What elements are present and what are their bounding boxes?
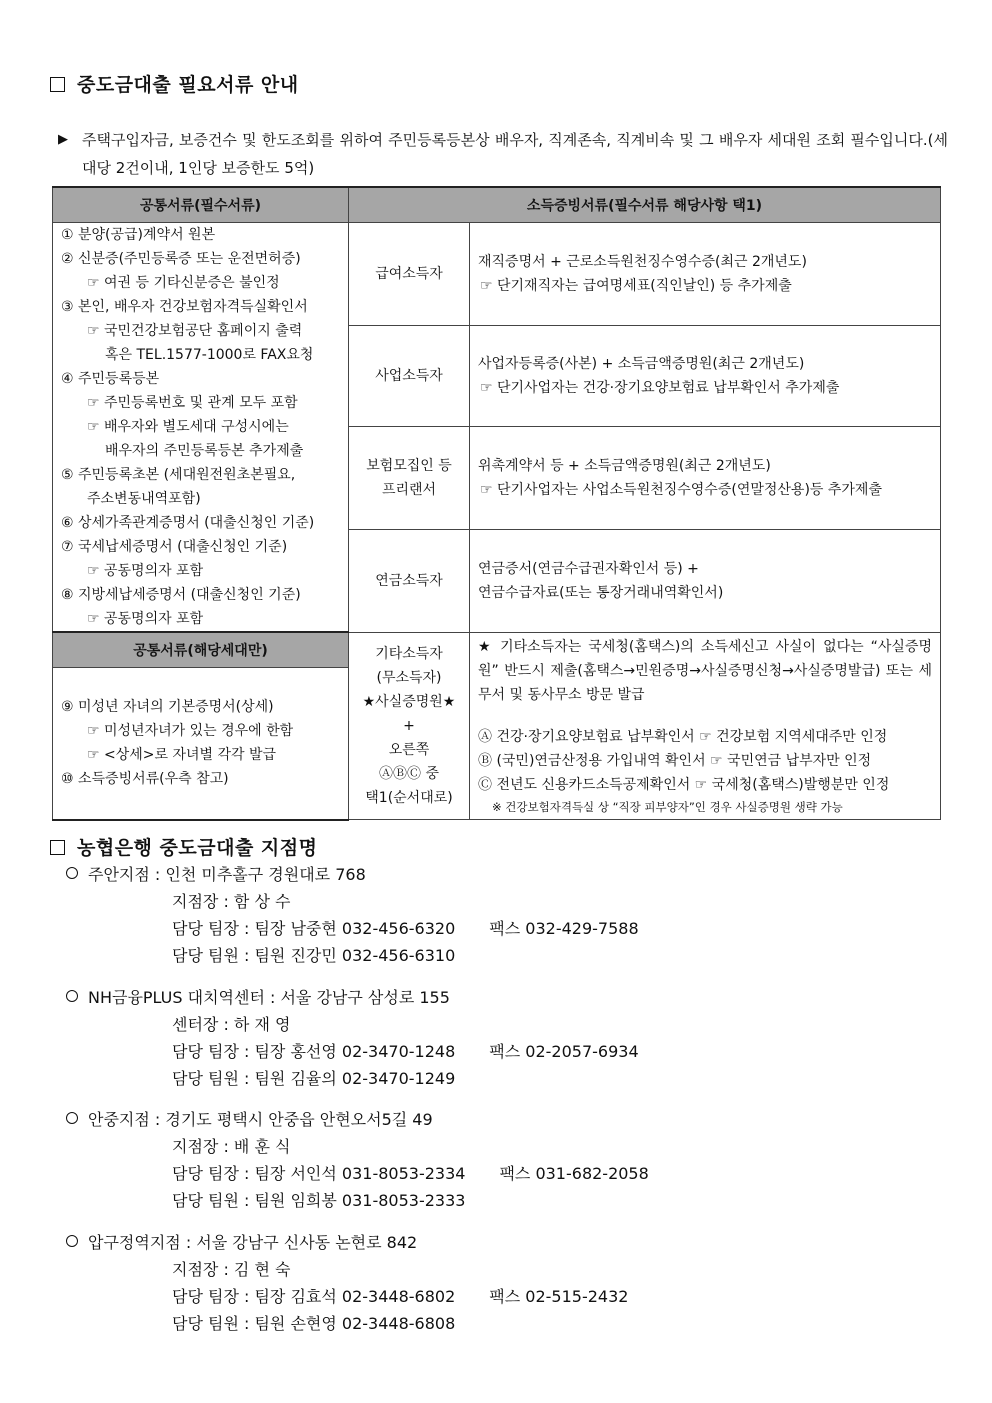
list-item: ③ 본인, 배우자 건강보험자격득실확인서	[61, 299, 308, 315]
list-item: ⑨ 미성년 자녀의 기본증명서(상세)	[61, 699, 274, 716]
circle-bullet-icon	[66, 1112, 78, 1124]
branch-manager: 지점장 : 배 훈 식	[172, 1137, 291, 1156]
branch-title: 안중지점 : 경기도 평택시 안중읍 안현오서5길 49	[88, 1110, 433, 1129]
list-subitem: ☞ 미성년자녀가 있는 경우에 한함	[87, 723, 294, 740]
list-item: ⑦ 국세납세증명서 (대출신청인 기준)	[61, 539, 288, 555]
desc-freelancer: 위촉계약서 등 + 소득금액증명원(최근 2개년도) ☞ 단기사업자는 사업소득원천징수영수증(연말정산용)등 추가제출	[470, 427, 941, 530]
list-subitem: 배우자의 주민등록등본 추가제출	[105, 443, 304, 459]
list-item: ② 신분증(주민등록증 또는 운전면허증)	[61, 251, 301, 267]
list-subitem: ☞ 공동명의자 포함	[87, 563, 204, 579]
list-subitem: ☞ <상세>로 자녀별 각각 발급	[87, 747, 277, 764]
branch-staff: 담당 팀원 : 팀원 김율의 02-3470-1249	[172, 1069, 456, 1088]
branch-title: NH금융PLUS 대치역센터 : 서울 강남구 삼성로 155	[88, 988, 450, 1007]
branch-leader: 담당 팀장 : 팀장 남중현 032-456-6320	[172, 919, 456, 938]
branch-leader: 담당 팀장 : 팀장 서인석 031-8053-2334	[172, 1164, 466, 1183]
list-item: ⑧ 지방세납세증명서 (대출신청인 기준)	[61, 587, 301, 603]
section-title-branches: 농협은행 중도금대출 지점명	[50, 833, 317, 860]
list-item: ④ 주민등록등본	[61, 371, 160, 387]
desc-pension: 연금증서(연금수급권자확인서 등) + 연금수급자료(또는 통장거래내역확인서)	[470, 529, 941, 632]
header-common-docs: 공통서류(필수서류)	[53, 187, 349, 223]
desc-business: 사업자등록증(사본) + 소득금액증명원(최근 2개년도) ☞ 단기사업자는 건강·장기요양보험료 납부확인서 추가제출	[470, 325, 941, 427]
checkbox-square-icon	[50, 840, 65, 855]
intro-notice	[58, 126, 948, 182]
category-salary: 급여소득자	[349, 223, 470, 326]
branch-staff: 담당 팀원 : 팀원 진강민 032-456-6310	[172, 946, 456, 965]
list-subitem: 혹은 TEL.1577-1000로 FAX요청	[105, 347, 314, 363]
branch-fax: 팩스 02-2057-6934	[489, 1042, 639, 1061]
branch-fax: 팩스 031-682-2058	[499, 1164, 649, 1183]
list-item: ⑩ 소득증빙서류(우측 참고)	[61, 771, 229, 788]
section-title-required-docs: 중도금대출 필요서류 안내	[50, 70, 299, 97]
branch-manager: 센터장 : 하 재 영	[172, 1015, 291, 1034]
branch-leader: 담당 팀장 : 팀장 김효석 02-3448-6802	[172, 1287, 456, 1306]
branch-manager: 지점장 : 김 현 숙	[172, 1260, 291, 1279]
household-docs-list	[53, 668, 349, 820]
footnote: ※ 건강보험자격득실 상 “직장 피부양자”인 경우 사실증명원 생략 가능	[492, 799, 843, 814]
branch-juan	[66, 861, 639, 969]
list-subitem: ☞ 여권 등 기타신분증은 불인정	[87, 275, 280, 291]
list-subitem: ☞ 공동명의자 포함	[87, 611, 204, 627]
branch-manager: 지점장 : 함 상 수	[172, 892, 291, 911]
branch-anjung	[66, 1106, 649, 1214]
category-freelancer: 보험모집인 등 프리랜서	[349, 427, 470, 530]
header-household-docs: 공통서류(해당세대만)	[53, 632, 349, 668]
list-subitem: ☞ 주민등록번호 및 관계 모두 포함	[87, 395, 298, 411]
branch-fax: 팩스 032-429-7588	[489, 919, 639, 938]
circle-bullet-icon	[66, 1235, 78, 1247]
circle-bullet-icon	[66, 990, 78, 1002]
list-subitem: ☞ 국민건강보험공단 홈페이지 출력	[87, 323, 303, 339]
checkbox-square-icon	[50, 77, 65, 92]
category-pension: 연금소득자	[349, 529, 470, 632]
branch-title: 압구정역지점 : 서울 강남구 신사동 논현로 842	[88, 1233, 418, 1252]
list-subitem: ☞ 배우자와 별도세대 구성시에는	[87, 419, 289, 435]
list-subitem: 주소변동내역포함)	[87, 491, 201, 507]
category-other: 기타소득자 (무소득자) ★사실증명원★ + 오른쪽 ⒶⒷⒸ 중 택1(순서대로)	[349, 632, 470, 820]
list-item: ⑥ 상세가족관계증명서 (대출신청인 기준)	[61, 515, 315, 531]
circle-bullet-icon	[66, 867, 78, 879]
required-documents-table	[52, 186, 941, 821]
header-income-docs: 소득증빙서류(필수서류 해당사항 택1)	[349, 187, 941, 223]
branch-fax: 팩스 02-515-2432	[489, 1287, 629, 1306]
desc-salary: 재직증명서 + 근로소득원천징수영수증(최근 2개년도) ☞ 단기재직자는 급여명세표(직인날인) 등 추가제출	[470, 223, 941, 326]
branch-staff: 담당 팀원 : 팀원 임희봉 031-8053-2333	[172, 1191, 466, 1210]
list-item: ⑤ 주민등록초본 (세대원전원초본필요,	[61, 467, 296, 483]
list-item: ① 분양(공급)계약서 원본	[61, 227, 216, 243]
branch-staff: 담당 팀원 : 팀원 손현영 02-3448-6808	[172, 1314, 456, 1333]
category-business: 사업소득자	[349, 325, 470, 427]
arrow-right-icon: ▶	[58, 132, 68, 147]
branch-daechi	[66, 984, 639, 1092]
desc-other: ★ 기타소득자는 국세청(홈택스)의 소득세신고 사실이 없다는 “사실증명원” 반드시 제출(홈택스→민원증명→사실증명신청→사실증명발급) 또는 세무서 및 동사무소 방문 발급 Ⓐ 건강·장기요양보험료 납부확인서 ☞ 건강보험 지역세대주만 인정 Ⓑ (국민)연금산정용 가입내역 확인서 ☞ 국민연금 납부자만 인정 Ⓒ 전년도 신용카드소득공제확인서 ☞ 국세청(홈택스)발행분만 인정 ※ 건강보험자격득실 상 “직장 피부양자”인 경우 사실증명원 생략 가능	[470, 632, 941, 820]
common-docs-list	[53, 223, 349, 633]
branch-apgujeong	[66, 1229, 628, 1337]
branch-title: 주안지점 : 인천 미추홀구 경원대로 768	[88, 865, 366, 884]
intro-text: 주택구입자금, 보증건수 및 한도조회를 위하여 주민등록등본상 배우자, 직계존속, 직계비속 및 그 배우자 세대원 조회 필수입니다.(세대당 2건이내, 1인당 보증한도 5억)	[82, 131, 948, 177]
branch-leader: 담당 팀장 : 팀장 홍선영 02-3470-1248	[172, 1042, 456, 1061]
